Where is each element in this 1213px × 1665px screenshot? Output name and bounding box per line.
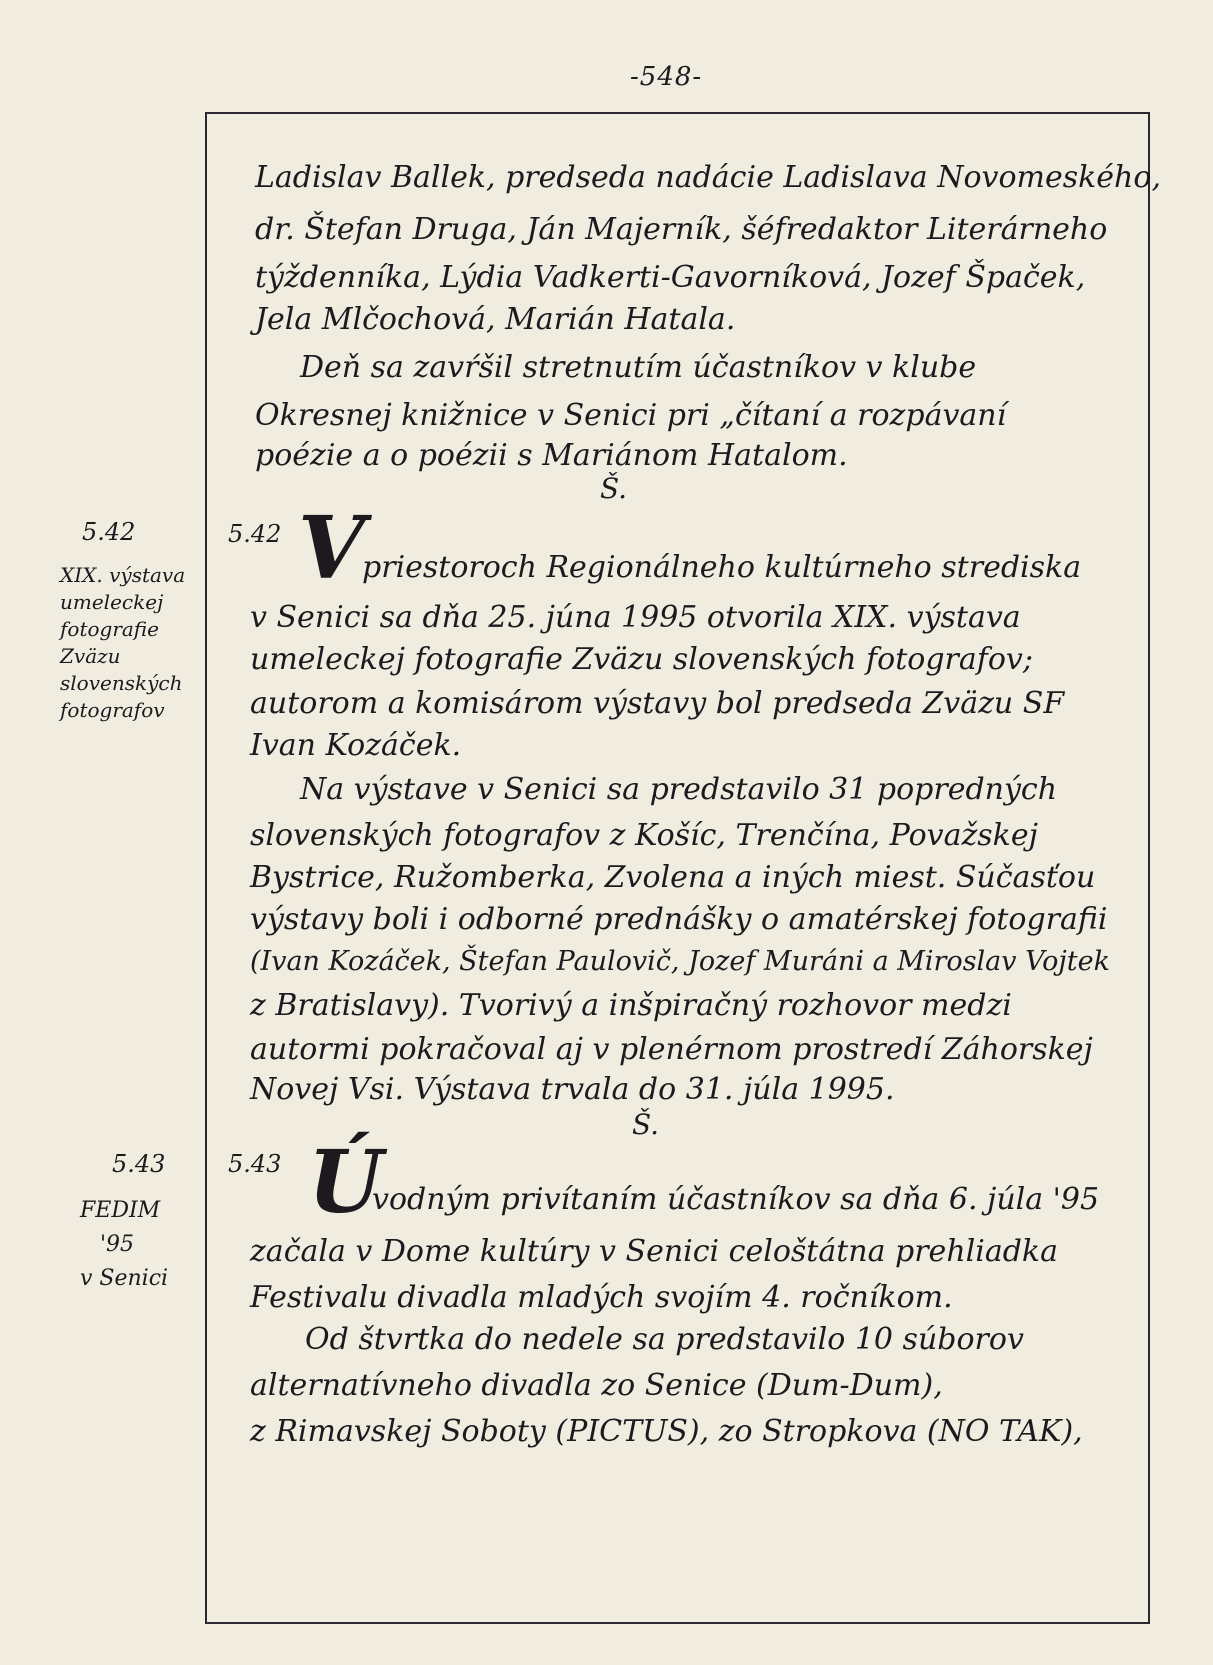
- margin-note: [60, 562, 185, 724]
- text-line: autorom a komisárom výstavy bol predseda Zväzu SF: [250, 686, 1065, 721]
- margin-note-line: FEDIM: [80, 1198, 161, 1223]
- margin-note-line: fotografie: [60, 617, 159, 641]
- author-initial: Š.: [600, 472, 628, 505]
- margin-note-line: XIX. výstava: [60, 563, 186, 587]
- text-line: z Rimavskej Soboty (PICTUS), zo Stropkova (NO TAK),: [250, 1414, 1083, 1449]
- margin-note-line: umeleckej: [60, 590, 164, 614]
- drop-cap: V: [298, 498, 365, 599]
- text-line: autormi pokračoval aj v plenérnom prostredí Záhorskej: [250, 1032, 1093, 1067]
- text-line: Jela Mlčochová, Marián Hatala.: [255, 302, 736, 337]
- margin-note: [80, 1194, 168, 1296]
- margin-note-line: Zväzu: [60, 644, 121, 668]
- section-number-margin: 5.43: [112, 1150, 166, 1178]
- author-initial: Š.: [632, 1108, 660, 1141]
- text-line: Od štvrtka do nedele sa predstavilo 10 súborov: [305, 1322, 1024, 1357]
- text-line: Novej Vsi. Výstava trvala do 31. júla 1995.: [250, 1072, 895, 1107]
- text-line: dr. Štefan Druga, Ján Majerník, šéfredaktor Literárneho: [255, 212, 1108, 247]
- section-number: 5.42: [228, 520, 282, 548]
- text-line: Na výstave v Senici sa predstavilo 31 popredných: [300, 772, 1058, 807]
- text-line: Festivalu divadla mladých svojím 4. ročníkom.: [250, 1280, 953, 1315]
- margin-note-line: fotografov: [60, 698, 165, 722]
- drop-cap: Ú: [308, 1132, 383, 1233]
- section-number: 5.43: [228, 1150, 282, 1178]
- text-line: Ivan Kozáček.: [250, 728, 462, 763]
- text-line: priestoroch Regionálneho kultúrneho strediska: [362, 550, 1082, 585]
- text-line: alternatívneho divadla zo Senice (Dum-Dum),: [250, 1368, 943, 1403]
- section-number-margin: 5.42: [82, 518, 136, 546]
- text-line: v Senici sa dňa 25. júna 1995 otvorila XIX. výstava: [250, 600, 1021, 635]
- text-line: výstavy boli i odborné prednášky o amatérskej fotografii: [250, 902, 1108, 937]
- margin-note-line: '95: [100, 1232, 135, 1257]
- text-line: začala v Dome kultúry v Senici celoštátna prehliadka: [250, 1234, 1058, 1269]
- text-line: slovenských fotografov z Košíc, Trenčína, Považskej: [250, 818, 1038, 853]
- margin-note-line: slovenských: [60, 671, 183, 695]
- text-line: (Ivan Kozáček, Štefan Paulovič, Jozef Muráni a Miroslav Vojtek: [250, 946, 1110, 977]
- text-line: poézie a o poézii s Mariánom Hatalom.: [255, 438, 848, 473]
- text-line: Ladislav Ballek, predseda nadácie Ladislava Novomeského,: [255, 160, 1161, 195]
- page-number: -548-: [630, 62, 703, 92]
- margin-note-line: v Senici: [80, 1266, 169, 1291]
- text-line: vodným privítaním účastníkov sa dňa 6. júla '95: [372, 1182, 1100, 1217]
- text-line: Deň sa zavŕšil stretnutím účastníkov v klube: [300, 350, 977, 385]
- text-line: týždenníka, Lýdia Vadkerti-Gavorníková, Jozef Špaček,: [255, 260, 1086, 295]
- text-line: Okresnej knižnice v Senici pri „čítaní a rozpávaní: [255, 398, 1007, 433]
- text-line: umeleckej fotografie Zväzu slovenských fotografov;: [250, 642, 1033, 677]
- text-line: z Bratislavy). Tvorivý a inšpiračný rozhovor medzi: [250, 988, 1012, 1023]
- text-line: Bystrice, Ružomberka, Zvolena a iných miest. Súčasťou: [250, 860, 1096, 895]
